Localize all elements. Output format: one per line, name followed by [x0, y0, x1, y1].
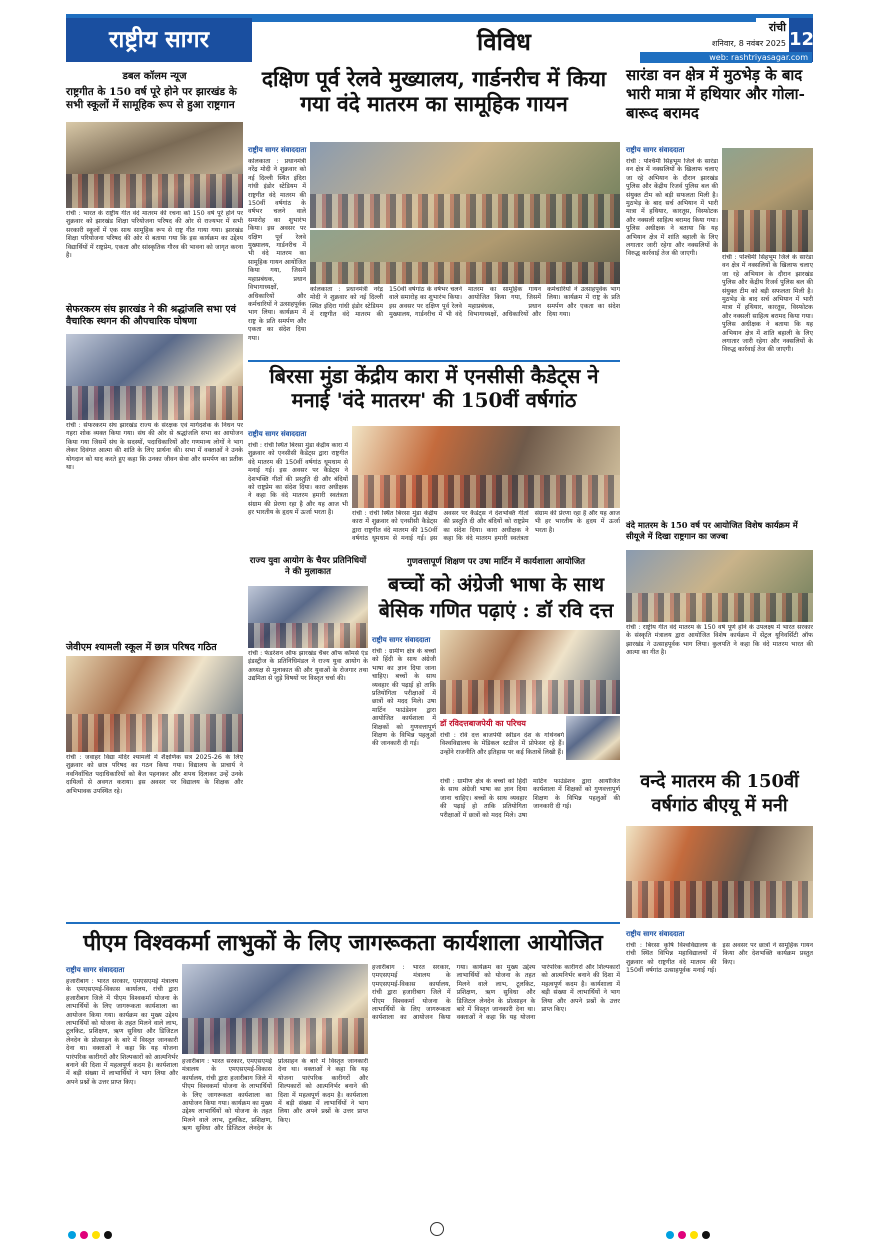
- a5-byline: राष्ट्रीय सागर संवाददाता: [248, 430, 307, 438]
- a2-body: रांची : सेफरकरम संघ झारखंड राज्य के संरक्षक एवं मार्गदर्शक के निधन पर गहरा शोक व्यक्त किया गया। संघ की ओर से श्रद्धांजलि सभा का आयोजन किया गया जिसमें संघ के सदस्यों, पदाधिकारियों और गणमान्य लोगों ने भाग लेकर दिवंगत आत्मा की शांति के लिए प्रार्थना की। सभा में वक्ताओं ने उनके योगदान को याद करते हुए कहा कि उनका जीवन सेवा और समर्पण का प्रतीक था।: [66, 422, 243, 472]
- a3-body: रांची : जवाहर विद्या मंदिर श्यामली में शैक्षणिक सत्र 2025-26 के लिए शुक्रवार को छात्र परिषद का गठन किया गया। विद्यालय के प्राचार्य ने नवनिर्वाचित पदाधिकारियों को बैज पहनाकर और शपथ दिलाकर उन्हें उनके दायित्वों से अवगत कराया। इस अवसर पर विद्यालय के शिक्षक और अभिभावक उपस्थित रहे।: [66, 754, 243, 795]
- a4-photo-1: [310, 142, 620, 228]
- a4-headline: दक्षिण पूर्व रेलवे मुख्यालय, गार्डनरीच में किया गया वंदे मातरम का सामूहिक गायन: [261, 66, 607, 116]
- a5-body: रांची : रांची स्थित बिरसा मुंडा केंद्रीय कारा में शुक्रवार को एनसीसी कैडेट्स द्वारा राष्ट्रगीत वंदे मातरम की 150वीं वर्षगांठ धूमधाम से मनाई गई। इस अवसर पर कैडेट्स ने देशभक्ति गीतों की प्रस्तुति दी और बंदियों को राष्ट्रप्रेम का संदेश दिया। कारा अधीक्षक ने कहा कि वंदे मातरम हमारी स्वतंत्रता संग्राम की प्रेरणा रहा है और यह आज भी हर भारतीय के हृदय में ऊर्जा भरता है।: [248, 442, 348, 517]
- a5-photo: [352, 426, 620, 508]
- a12-body: हजारीबाग : भारत सरकार, एमएसएमई मंत्रालय के एमएसएमई-विकास कार्यालय, रांची द्वारा हजारीबाग जिले में पीएम विश्वकर्मा योजना के लाभार्थियों के लिए जागरूकता कार्यशाला का आयोजन किया गया। कार्यक्रम का मुख्य उद्देश्य लाभार्थियों को योजना के तहत मिलने वाले लाभ, टूलकिट, प्रशिक्षण, ऋण सुविधा और डिजिटल लेनदेन के प्रोत्साहन के बारे में विस्तृत जानकारी देना था। वक्ताओं ने कहा कि यह योजना पारंपरिक कारीगरों और शिल्पकारों को आत्मनिर्भर बनाने की दिशा में महत्वपूर्ण कदम है। कार्यशाला में बड़ी संख्या में लाभार्थियों ने भाग लिया और अपने प्रश्नों के उत्तर प्राप्त किए।: [66, 978, 178, 1086]
- a11-photo: [626, 826, 813, 918]
- magenta-dot: [678, 1231, 686, 1239]
- black-dot: [702, 1231, 710, 1239]
- magenta-dot: [80, 1231, 88, 1239]
- a11-body: रांची : बिरसा कृषि विश्वविद्यालय के रांची स्थित विभिन्न महाविद्यालयों में शुक्रवार को राष्ट्रगीत वंदे मातरम की 150वीं वर्षगांठ उत्साहपूर्वक मनाई गई। इस अवसर पर छात्रों ने सामूहिक गायन किया और देशभक्ति कार्यक्रम प्रस्तुत किए।: [626, 942, 813, 975]
- date-label: शनिवार, 8 नवंबर 2025: [711, 39, 786, 48]
- a7-photo: [440, 630, 620, 714]
- a4-body: कोलकाता : प्रधानमंत्री नरेंद्र मोदी ने शुक्रवार को नई दिल्ली स्थित इंदिरा गांधी इंडोर स्टेडियम में राष्ट्रगीत वंदे मातरम की 150वीं वर्षगांठ के वर्षभर चलने वाले समारोह का शुभारंभ किया। इस अवसर पर दक्षिण पूर्व रेलवे मुख्यालय, गार्डनरीच में भी वंदे मातरम का सामूहिक गायन आयोजित किया गया, जिसमें महाप्रबंधक, प्रधान विभागाध्यक्षों, अधिकारियों और कर्मचारियों ने उत्साहपूर्वक भाग लिया। कार्यक्रम में राष्ट्र के प्रति समर्पण और एकता का संदेश दिया गया।: [248, 158, 306, 342]
- cyan-dot: [68, 1231, 76, 1239]
- cyan-dot: [666, 1231, 674, 1239]
- a12-byline: राष्ट्रीय सागर संवाददाता: [66, 966, 125, 974]
- yellow-dot: [690, 1231, 698, 1239]
- a8-headline: डॉ रविदत्तबाजपेयी का परिचय: [440, 719, 526, 728]
- a9-headline: सारंडा वन क्षेत्र में मुठभेड़ के बाद भारी मात्रा में हथियार और गोला-बारूद बरामद: [626, 66, 805, 122]
- a6-body: रांची : फेडरेशन ऑफ झारखंड चैंबर ऑफ कॉमर्स एंड इंडस्ट्रीज के प्रतिनिधिमंडल ने राज्य युवा आयोग के अध्यक्ष से मुलाकात की और युवाओं के रोजगार तथा उद्यमिता से जुड़े विषयों पर विस्तृत चर्चा की।: [248, 650, 368, 683]
- a5-body-cont: रांची : रांची स्थित बिरसा मुंडा केंद्रीय कारा में शुक्रवार को एनसीसी कैडेट्स द्वारा राष्ट्रगीत वंदे मातरम की 150वीं वर्षगांठ धूमधाम से मनाई गई। इस अवसर पर कैडेट्स ने देशभक्ति गीतों की प्रस्तुति दी और बंदियों को राष्ट्रप्रेम का संदेश दिया। कारा अधीक्षक ने कहा कि वंदे मातरम हमारी स्वतंत्रता संग्राम की प्रेरणा रहा है और यह आज भी हर भारतीय के हृदय में ऊर्जा भरता है।: [352, 510, 620, 543]
- a8-photo: [566, 716, 620, 760]
- a10-headline: वंदे मातरम के 150 वर्ष पर आयोजित विशेष कार्यक्रम में सीयूजे में दिखा राष्ट्रगान का जज्बा: [626, 520, 813, 548]
- a10-body: रांची : राष्ट्रीय गीत वंदे मातरम के 150 वर्ष पूर्ण होने के उपलक्ष्य में भारत सरकार के संस्कृति मंत्रालय द्वारा आयोजित विशेष कार्यक्रम में सेंट्रल यूनिवर्सिटी ऑफ झारखंड ने उत्साहपूर्वक भाग लिया। कुलपति ने कहा कि वंदे मातरम भारत की आत्मा का गीत है।: [626, 624, 813, 657]
- city-label: रांची: [768, 21, 786, 34]
- a12-photo: [182, 964, 368, 1054]
- a4-byline: राष्ट्रीय सागर संवाददाता: [248, 146, 307, 154]
- a9-body-cont: रांची : पश्चिमी सिंहभूम जिले के सारंडा वन क्षेत्र में नक्सलियों के खिलाफ चलाए जा रहे अभियान के दौरान झारखंड पुलिस और केंद्रीय रिजर्व पुलिस बल की संयुक्त टीम को बड़ी सफलता मिली है। मुठभेड़ के बाद सर्च अभियान में भारी मात्रा में हथियार, कारतूस, विस्फोटक और नक्सली साहित्य बरामद किया गया। पुलिस अधीक्षक ने बताया कि यह अभियान क्षेत्र में शांति बहाली के लिए लगातार जारी रहेगा और नक्सलियों के विरुद्ध कार्रवाई तेज की जाएगी।: [722, 254, 813, 354]
- a10-photo: [626, 550, 813, 622]
- a3-headline: जेवीएम श्यामली स्कूल में छात्र परिषद गठित: [66, 642, 217, 653]
- a12-body-cont: हजारीबाग : भारत सरकार, एमएसएमई मंत्रालय के एमएसएमई-विकास कार्यालय, रांची द्वारा हजारीबाग जिले में पीएम विश्वकर्मा योजना के लाभार्थियों के लिए जागरूकता कार्यशाला का आयोजन किया गया। कार्यक्रम का मुख्य उद्देश्य लाभार्थियों को योजना के तहत मिलने वाले लाभ, टूलकिट, प्रशिक्षण, ऋण सुविधा और डिजिटल लेनदेन के प्रोत्साहन के बारे में विस्तृत जानकारी देना था। वक्ताओं ने कहा कि यह योजना पारंपरिक कारीगरों और शिल्पकारों को आत्मनिर्भर बनाने की दिशा में महत्वपूर्ण कदम है। कार्यशाला में बड़ी संख्या में लाभार्थियों ने भाग लिया और अपने प्रश्नों के उत्तर प्राप्त किए।: [182, 1058, 368, 1133]
- a4-body-cont: कोलकाता : प्रधानमंत्री नरेंद्र मोदी ने शुक्रवार को नई दिल्ली स्थित इंदिरा गांधी इंडोर स्टेडियम में राष्ट्रगीत वंदे मातरम की 150वीं वर्षगांठ के वर्षभर चलने वाले समारोह का शुभारंभ किया। इस अवसर पर दक्षिण पूर्व रेलवे मुख्यालय, गार्डनरीच में भी वंदे मातरम का सामूहिक गायन आयोजित किया गया, जिसमें महाप्रबंधक, प्रधान विभागाध्यक्षों, अधिकारियों और कर्मचारियों ने उत्साहपूर्वक भाग लिया। कार्यक्रम में राष्ट्र के प्रति समर्पण और एकता का संदेश दिया गया।: [310, 286, 620, 319]
- a8-body: रांची : रवि दत्त बाजपेयी स्वीडन देश के गोथेनबर्ग विश्वविद्यालय के मेडिकल स्टडीज में प्रोफेसर रहे हैं। उन्होंने राजनीति और इतिहास पर कई किताबें लिखी हैं।: [440, 732, 564, 756]
- a12-body-cont-2: हजारीबाग : भारत सरकार, एमएसएमई मंत्रालय के एमएसएमई-विकास कार्यालय, रांची द्वारा हजारीबाग जिले में पीएम विश्वकर्मा योजना के लाभार्थियों के लिए जागरूकता कार्यशाला का आयोजन किया गया। कार्यक्रम का मुख्य उद्देश्य लाभार्थियों को योजना के तहत मिलने वाले लाभ, टूलकिट, प्रशिक्षण, ऋण सुविधा और डिजिटल लेनदेन के प्रोत्साहन के बारे में विस्तृत जानकारी देना था। वक्ताओं ने कहा कि यह योजना पारंपरिक कारीगरों और शिल्पकारों को आत्मनिर्भर बनाने की दिशा में महत्वपूर्ण कदम है। कार्यशाला में बड़ी संख्या में लाभार्थियों ने भाग लिया और अपने प्रश्नों के उत्तर प्राप्त किए।: [372, 964, 620, 1022]
- page-number: 12: [789, 18, 813, 62]
- divider: [248, 360, 620, 362]
- a11-headline: वन्दे मातरम की 150वीं वर्षगांठ बीएयू में मनी: [640, 771, 799, 816]
- a1-photo: [66, 122, 243, 208]
- section-title: विविध: [252, 18, 756, 62]
- a7-byline: राष्ट्रीय सागर संवाददाता: [372, 636, 431, 644]
- a6-headline: राज्य युवा आयोग के चैयर प्रतिनिधियों ने की मुलाकात: [249, 556, 367, 577]
- registration-mark: [430, 1222, 444, 1236]
- a7-headline: बच्चों को अंग्रेजी भाषा के साथ बेसिक गणित पढ़ाएं : डॉ रवि दत्त: [378, 573, 614, 622]
- a5-headline: बिरसा मुंडा केंद्रीय कारा में एनसीसी कैडेट्स ने मनाई 'वंदे मातरम' की 150वीं वर्षगांठ: [269, 364, 599, 412]
- a9-body: रांची : पश्चिमी सिंहभूम जिले के सारंडा वन क्षेत्र में नक्सलियों के खिलाफ चलाए जा रहे अभियान के दौरान झारखंड पुलिस और केंद्रीय रिजर्व पुलिस बल की संयुक्त टीम को बड़ी सफलता मिली है। मुठभेड़ के बाद सर्च अभियान में भारी मात्रा में हथियार, कारतूस, विस्फोटक और नक्सली साहित्य बरामद किया गया। पुलिस अधीक्षक ने बताया कि यह अभियान क्षेत्र में शांति बहाली के लिए लगातार जारी रहेगा और नक्सलियों के विरुद्ध कार्रवाई तेज की जाएगी।: [626, 158, 718, 258]
- masthead-title: राष्ट्रीय सागर: [66, 18, 252, 62]
- yellow-dot: [92, 1231, 100, 1239]
- a6-photo: [248, 586, 368, 648]
- website-label: web: rashtriyasagar.com: [640, 52, 812, 63]
- divider: [66, 922, 620, 924]
- a11-byline: राष्ट्रीय सागर संवाददाता: [626, 930, 685, 938]
- a7-body-cont: रांची : ग्रामीण क्षेत्र के बच्चों को हिंदी के साथ अंग्रेजी भाषा का ज्ञान दिया जाना चाहिए। बच्चों के साथ व्यवहार की पढ़ाई हो ताकि प्रतियोगिता परीक्षाओं में छात्रों को मदद मिले। उषा मार्टिन फाउंडेशन द्वारा आयोजित कार्यशाला में शिक्षकों को गुणवत्तापूर्ण शिक्षण के विभिन्न पहलुओं की जानकारी दी गई।: [440, 778, 620, 819]
- a12-headline: पीएम विश्वकर्मा लाभुकों के लिए जागरूकता कार्यशाला आयोजित: [83, 930, 603, 956]
- a7-kicker: गुणवत्तापूर्ण शिक्षण पर उषा मार्टिन में कार्यशाला आयोजित: [406, 557, 586, 567]
- black-dot: [104, 1231, 112, 1239]
- double-column-label: डबल कॉलम न्यूज: [122, 71, 187, 82]
- a3-photo: [66, 656, 243, 752]
- a7-body: रांची : ग्रामीण क्षेत्र के बच्चों को हिंदी के साथ अंग्रेजी भाषा का ज्ञान दिया जाना चाहिए। बच्चों के साथ व्यवहार की पढ़ाई हो ताकि प्रतियोगिता परीक्षाओं में छात्रों को मदद मिले। उषा मार्टिन फाउंडेशन द्वारा आयोजित कार्यशाला में शिक्षकों को गुणवत्तापूर्ण शिक्षण के विभिन्न पहलुओं की जानकारी दी गई।: [372, 648, 436, 748]
- a1-body: रांची : भारत के राष्ट्रीय गीत वंदे मातरम की रचना को 150 वर्ष पूरे होने पर शुक्रवार को झारखंड शिक्षा परियोजना परिषद की ओर से राज्यभर में सभी सरकारी स्कूलों में एक साथ सामूहिक रूप से राष्ट्र गीत गाया गया। झारखंड शिक्षा परियोजना परिषद की ओर से बताया गया कि इस कार्यक्रम का उद्देश्य विद्यार्थियों में राष्ट्रप्रेम, एकता और सांस्कृतिक गौरव की भावना को जागृत करना है।: [66, 210, 243, 260]
- a4-photo-2: [310, 230, 620, 284]
- a9-byline: राष्ट्रीय सागर संवाददाता: [626, 146, 685, 154]
- a2-photo: [66, 334, 243, 420]
- a9-photo: [722, 148, 813, 252]
- a1-headline: राष्ट्रगीत के 150 वर्ष पूरे होने पर झारखंड के सभी स्कूलों में सामूहिक रूप से हुआ राष्ट्रगान: [66, 86, 237, 111]
- a2-headline: सेफरकरम संघ झारखंड ने की श्रद्धांजलि सभा एवं वैचारिक स्थगन की औपचारिक घोषणा: [66, 304, 236, 327]
